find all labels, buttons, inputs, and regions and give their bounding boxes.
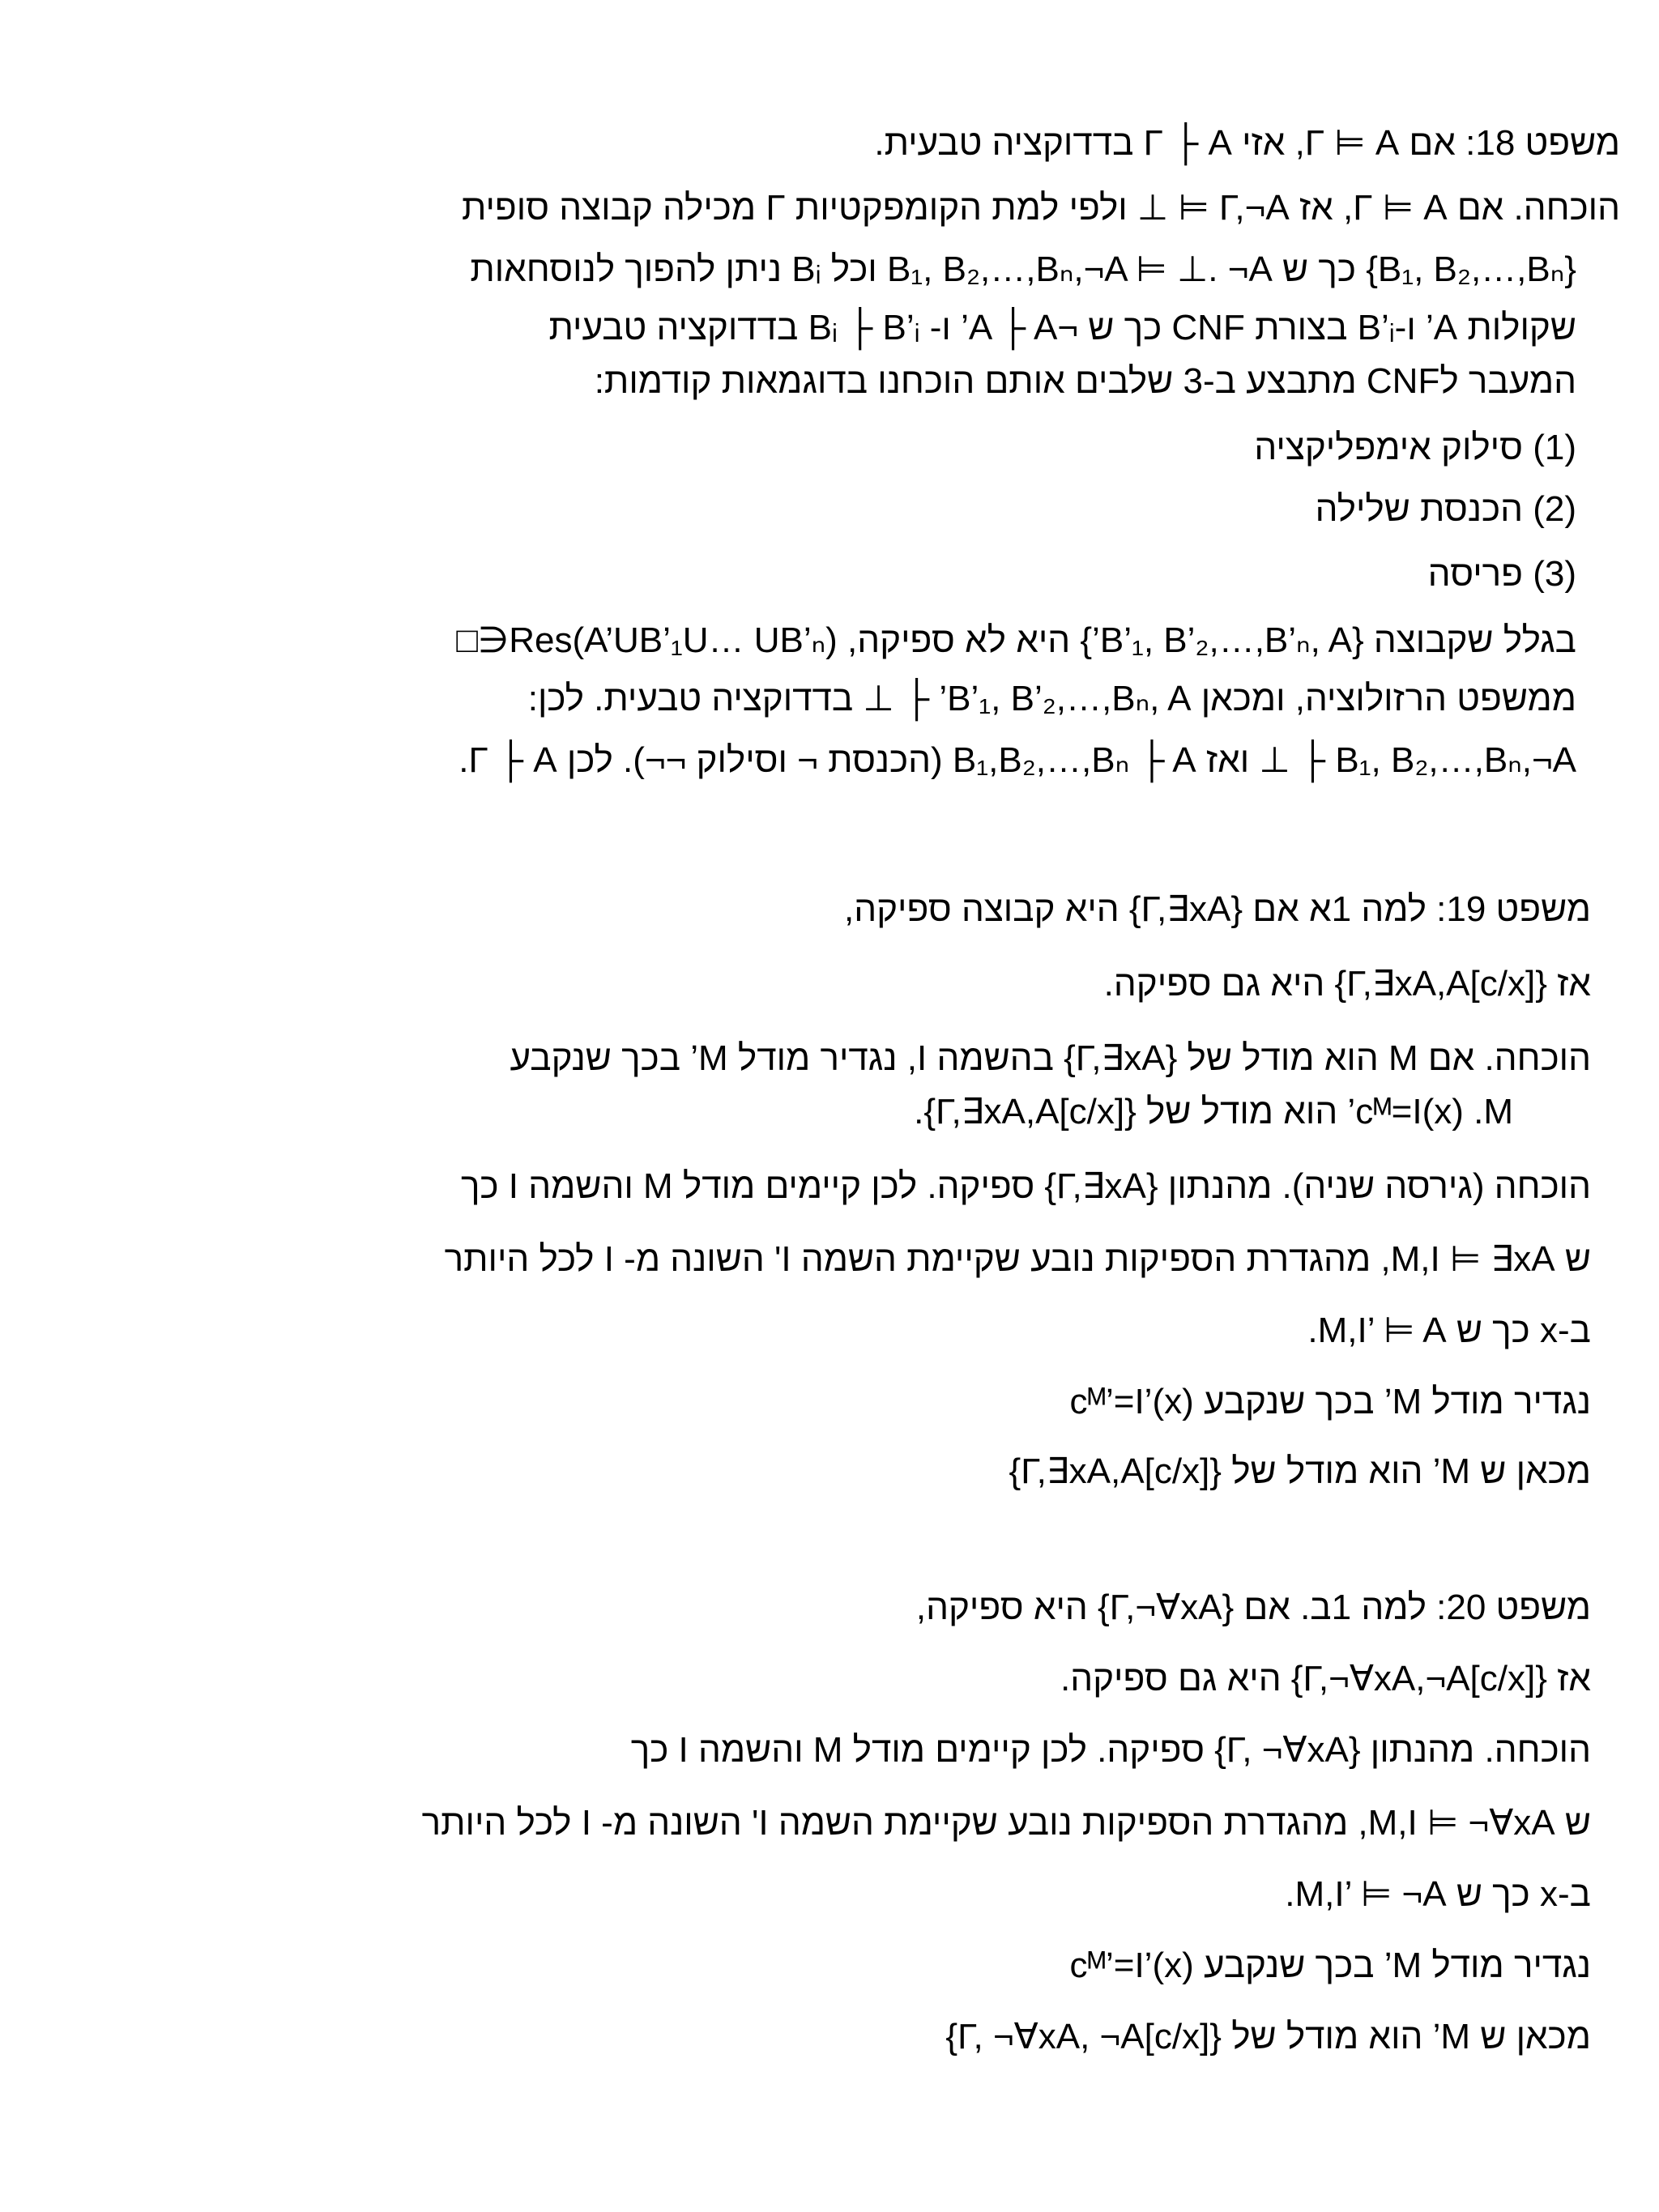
cnf-step: (3) פריסה [1427,554,1576,594]
theorem-18-proof-line: B₁, B₂,…,Bₙ,¬A ├ ⊥ ואז B₁,B₂,…,Bₙ ├ A (הכנסת ¬ וסילוק ¬¬). לכן Γ ├ A. [458,740,1576,780]
theorem-20-proof-line: ב-x כך ש M,I’ ⊨ ¬A. [1285,1874,1591,1914]
theorem-19-proof-line: ב-x כך ש M,I’ ⊨ A. [1307,1311,1591,1350]
theorem-19-proof-line: נגדיר מודל M’ בכך שנקבע cᴹ’=I’(x) [1069,1382,1591,1421]
theorem-20-proof-line: הוכחה. מהנתון {Γ, ¬∀xA} ספיקה. לכן קיימים מודל M והשמה I כך [630,1730,1591,1770]
theorem-18-proof-line: ממשפט הרזולוציה, ומכאן B’₁, B’₂,…,Bₙ, A’ ├ ⊥ בדדוקציה טבעית. לכן: [527,679,1576,718]
theorem-19-statement: אז {Γ,∃xA,A[c/x]} היא גם ספיקה. [1103,964,1591,1004]
theorem-18-proof-line: המעבר לCNF מתבצע ב-3 שלבים אותם הוכחנו בדוגמאות קודמות: [594,361,1576,401]
theorem-19-proof-line: cᴹ=I(x) .M’ הוא מודל של {Γ,∃xA,A[c/x]}. [914,1092,1513,1132]
theorem-18-statement: משפט 18: אם Γ ⊨ A, אזי Γ ├ A בדדוקציה טבעית. [874,123,1620,163]
theorem-19-proof-line: ש M,I ⊨ ∃xA, מהגדרת הספיקות נובע שקיימת השמה I' השונה מ- I לכל היותר [444,1239,1591,1279]
theorem-19-proof-line: הוכחה. אם M הוא מודל של {Γ,∃xA} בהשמה I, נגדיר מודל M’ בכך שנקבע [510,1038,1591,1078]
theorem-20-proof-line: מכאן ש M’ הוא מודל של {Γ, ¬∀xA, ¬A[c/x]} [945,2017,1591,2056]
cnf-step: (1) סילוק אימפליקציה [1254,428,1576,467]
theorem-19-proof-line: הוכחה (גירסה שניה). מהנתון {Γ,∃xA} ספיקה. לכן קיימים מודל M והשמה I כך [460,1166,1591,1206]
theorem-19-statement: משפט 19: למה 1א אם {Γ,∃xA} היא קבוצה ספיקה, [843,889,1591,929]
theorem-20-proof-line: נגדיר מודל M’ בכך שנקבע cᴹ’=I’(x) [1069,1946,1591,1985]
theorem-20-statement: משפט 20: למה 1ב. אם {Γ,¬∀xA} היא ספיקה, [915,1588,1591,1627]
theorem-18-proof-line: הוכחה. אם Γ ⊨ A, אז Γ,¬A ⊨ ⊥ ולפי למת הקומפקטיות Γ מכילה קבוצה סופית [461,188,1620,228]
theorem-18-proof-line: {B₁, B₂,…,Bₙ} כך ש B₁, B₂,…,Bₙ,¬A ⊨ ⊥. ¬A וכל Bᵢ ניתן להפוך לנוסחאות [470,249,1576,289]
theorem-19-proof-line: מכאן ש M’ הוא מודל של {Γ,∃xA,A[c/x]} [1009,1451,1591,1491]
theorem-20-proof-line: ש M,I ⊨ ¬∀xA, מהגדרת הספיקות נובע שקיימת השמה I' השונה מ- I לכל היותר [421,1803,1591,1843]
theorem-18-proof-line: בגלל שקבוצה {B’₁, B’₂,…,B’ₙ, A’} היא לא ספיקה, (Res(A’UB’₁U… UB’ₙ∈□ [456,620,1576,660]
cnf-step: (2) הכנסת שלילה [1315,489,1576,529]
theorem-20-statement: אז {Γ,¬∀xA,¬A[c/x]} היא גם ספיקה. [1060,1659,1591,1698]
theorem-18-proof-line: שקולות A’ ו-B’ᵢ בצורת CNF כך ש ¬A ├ A’ ו- Bᵢ ├ B’ᵢ בדדוקציה טבעית [548,308,1576,347]
